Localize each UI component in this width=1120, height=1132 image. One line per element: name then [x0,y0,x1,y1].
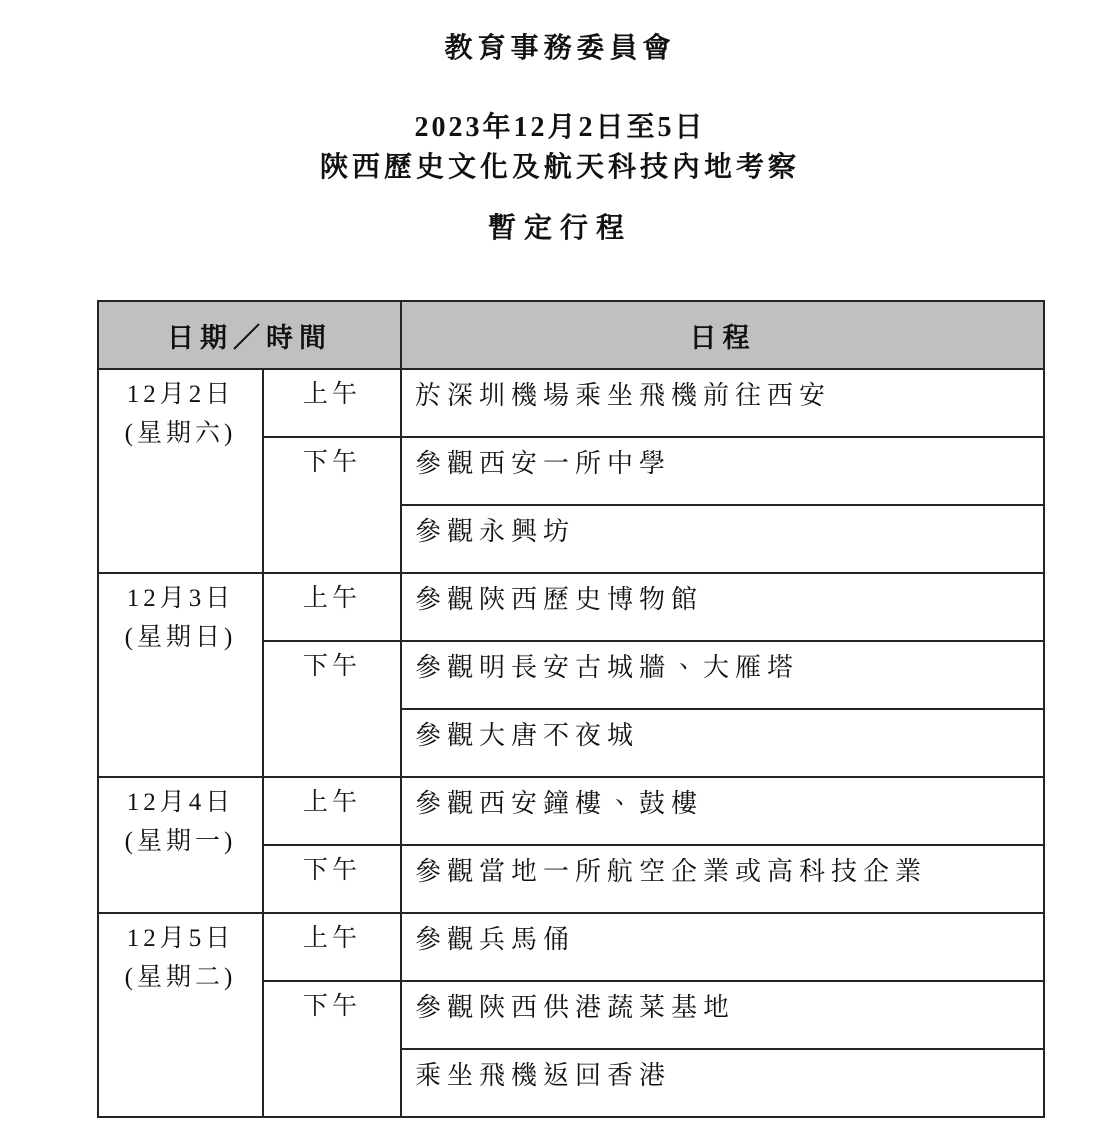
weekday-text: (星期一) [124,827,237,855]
activity-cell: 參觀陝西供港蔬菜基地 [401,981,1044,1049]
time-cell: 上午 [263,369,401,437]
date-cell-dec4 [98,777,263,913]
itinerary-heading: 暫定行程 [487,213,632,244]
committee-title: 教育事務委員會 [444,33,676,64]
header-date-time: 日期／時間 [98,301,401,369]
activity-cell: 參觀西安鐘樓、鼓樓 [401,777,1044,845]
time-cell: 下午 [263,437,401,573]
table-header-row [98,301,1044,369]
itinerary-table [97,300,1045,1118]
document-header [0,0,1120,244]
trip-dates: 2023年12月2日至5日 [414,112,706,143]
date-cell-dec2 [98,369,263,573]
time-cell: 下午 [263,845,401,913]
activity-cell: 參觀大唐不夜城 [401,709,1044,777]
table-row-dec3-am [98,573,1044,641]
activity-cell: 參觀永興坊 [401,505,1044,573]
time-cell: 下午 [263,641,401,777]
date-text: 12月2日 [126,381,235,408]
date-cell-dec3 [98,573,263,777]
date-text: 12月3日 [126,585,235,612]
date-text: 12月4日 [126,789,235,816]
weekday-text: (星期日) [124,623,237,651]
activity-cell: 於深圳機場乘坐飛機前往西安 [401,369,1044,437]
time-cell: 下午 [263,981,401,1117]
table-row-dec2-am [98,369,1044,437]
time-cell: 上午 [263,777,401,845]
date-cell-dec5 [98,913,263,1117]
time-cell: 上午 [263,573,401,641]
header-schedule: 日程 [401,301,1044,369]
weekday-text: (星期二) [124,963,237,991]
activity-cell: 乘坐飛機返回香港 [401,1049,1044,1117]
activity-cell: 參觀陝西歷史博物館 [401,573,1044,641]
activity-cell: 參觀兵馬俑 [401,913,1044,981]
activity-cell: 參觀當地一所航空企業或高科技企業 [401,845,1044,913]
table-row-dec4-am [98,777,1044,845]
activity-cell: 參觀西安一所中學 [401,437,1044,505]
time-cell: 上午 [263,913,401,981]
weekday-text: (星期六) [124,419,237,447]
date-text: 12月5日 [126,925,235,952]
table-row-dec5-am [98,913,1044,981]
trip-title: 陝西歷史文化及航天科技內地考察 [319,152,800,183]
activity-cell: 參觀明長安古城牆、大雁塔 [401,641,1044,709]
